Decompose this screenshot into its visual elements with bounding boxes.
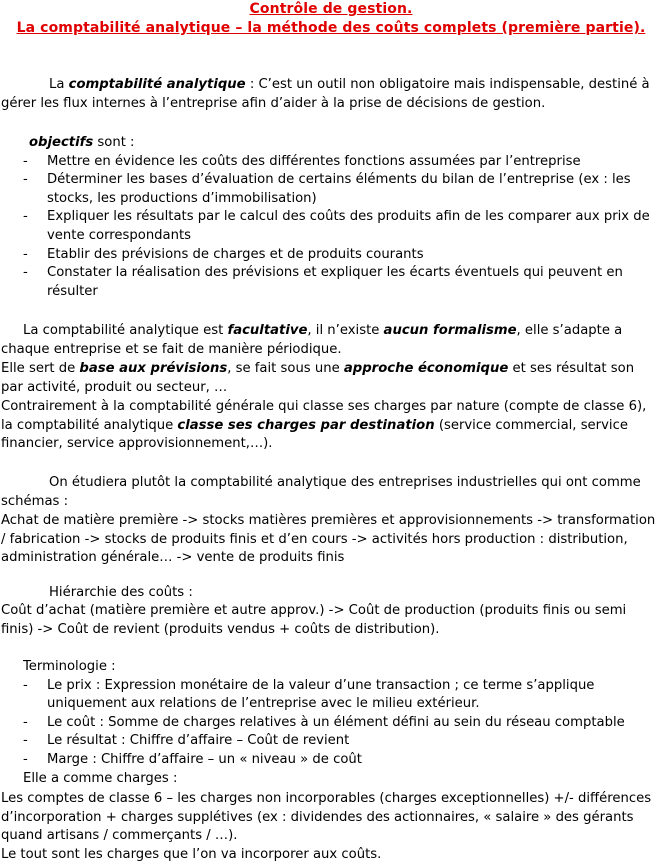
text-segment: (service commercial, service financier, service approvisionnement,…). — [1, 417, 628, 452]
list-item: - Le résultat : Chiffre d’affaire – Coût de revient — [1, 732, 659, 751]
objectives-term: objectifs — [29, 135, 94, 150]
list-item: - Marge : Chiffre d’affaire – un « niveau » de coût — [1, 751, 659, 770]
terminologie-list — [1, 677, 659, 770]
closing-text: Le tout sont les charges que l’on va incorporer aux coûts. — [1, 847, 382, 862]
list-item: - Etablir des prévisions de charges et de produits courants — [1, 246, 659, 265]
text-segment: Contrairement à la comptabilité générale qui classe ses charges par nature (compte de classe 6), la comptabilité analytique — [1, 399, 647, 433]
emphasis-base: base aux prévisions — [79, 361, 228, 376]
charges-text: Les comptes de classe 6 – les charges non incorporables (charges exceptionnelles) +/- différences d’incorporation + charges supplétives (ex : dividendes des actionnaires, « salaire » des gérants quand artisans / commerçants / …). — [1, 791, 652, 844]
intro-post: : C’est un outil non obligatoire mais indispensable, destiné à gérer les flux internes à l’entreprise afin d’aider à la prise de décisions de gestion. — [1, 77, 650, 111]
intro-term: comptabilité analytique — [68, 77, 246, 92]
schema-paragraph: Achat de matière première -> stocks matières premières et approvisionnements -> transformation / fabrication -> stocks de produits finis et d’en cours -> activités hors production : distribution, administration générale… -> vente de produits finis — [1, 513, 656, 566]
objectives-section — [1, 134, 659, 301]
charges-heading: Elle a comme charges : — [23, 770, 178, 786]
emphasis-facultative: facultative — [227, 323, 308, 338]
text-segment: Elle sert de — [1, 361, 80, 376]
objectives-heading-post: sont : — [93, 135, 135, 150]
list-item: - Expliquer les résultats par le calcul des coûts des produits afin de les comparer aux prix de vente correspondants — [1, 208, 659, 245]
document-title: Contrôle de gestion. — [249, 1, 413, 17]
intro-paragraph — [1, 76, 659, 113]
emphasis-destination: classe ses charges par destination — [177, 417, 435, 433]
etude-paragraph: On étudiera plutôt la comptabilité analytique des entreprises industrielles qui ont comme schémas : — [1, 475, 641, 509]
objectives-list — [1, 153, 659, 302]
facultative-paragraph — [1, 322, 659, 359]
text-segment: , se fait sous une — [227, 361, 344, 376]
text-segment: La comptabilité analytique est — [23, 323, 228, 338]
emphasis-approche: approche économique — [343, 361, 509, 376]
terminologie-section — [1, 658, 659, 788]
emphasis-formalisme: aucun formalisme — [383, 323, 517, 338]
list-item: - Déterminer les bases d’évaluation de certains éléments du bilan de l’entreprise (ex : les stocks, les productions d’immobilisation) — [1, 171, 659, 208]
hierarchie-text: Coût d’achat (matière première et autre approv.) -> Coût de production (produits finis ou semi finis) -> Coût de revient (produits vendus + coûts de distribution). — [1, 603, 627, 637]
text-segment: , il n’existe — [307, 323, 384, 338]
contrairement-paragraph — [1, 398, 659, 454]
list-item: - Le prix : Expression monétaire de la valeur d’une transaction ; ce terme s’applique uniquement aux relations de l’entreprise avec le milieu extérieur. — [1, 677, 659, 714]
document-subtitle: La comptabilité analytique – la méthode des coûts complets (première partie). — [16, 20, 646, 36]
terminologie-heading: Terminologie : — [23, 659, 116, 674]
list-item: - Mettre en évidence les coûts des différentes fonctions assumées par l’entreprise — [1, 153, 659, 172]
list-item: - Le coût : Somme de charges relatives à un élément défini au sein du réseau comptable — [1, 714, 659, 733]
text-segment: , elle s’adapte a chaque entreprise et se fait de manière périodique. — [1, 323, 623, 357]
objectives-heading — [1, 134, 659, 153]
list-item: - Constater la réalisation des prévisions et expliquer les écarts éventuels qui peuvent en résulter — [1, 264, 659, 301]
base-paragraph — [1, 360, 659, 397]
intro-pre: La — [49, 77, 69, 92]
text-segment: et ses résultat son par activité, produit ou secteur, … — [1, 361, 635, 395]
hierarchie-heading: Hiérarchie des coûts : — [49, 585, 193, 600]
